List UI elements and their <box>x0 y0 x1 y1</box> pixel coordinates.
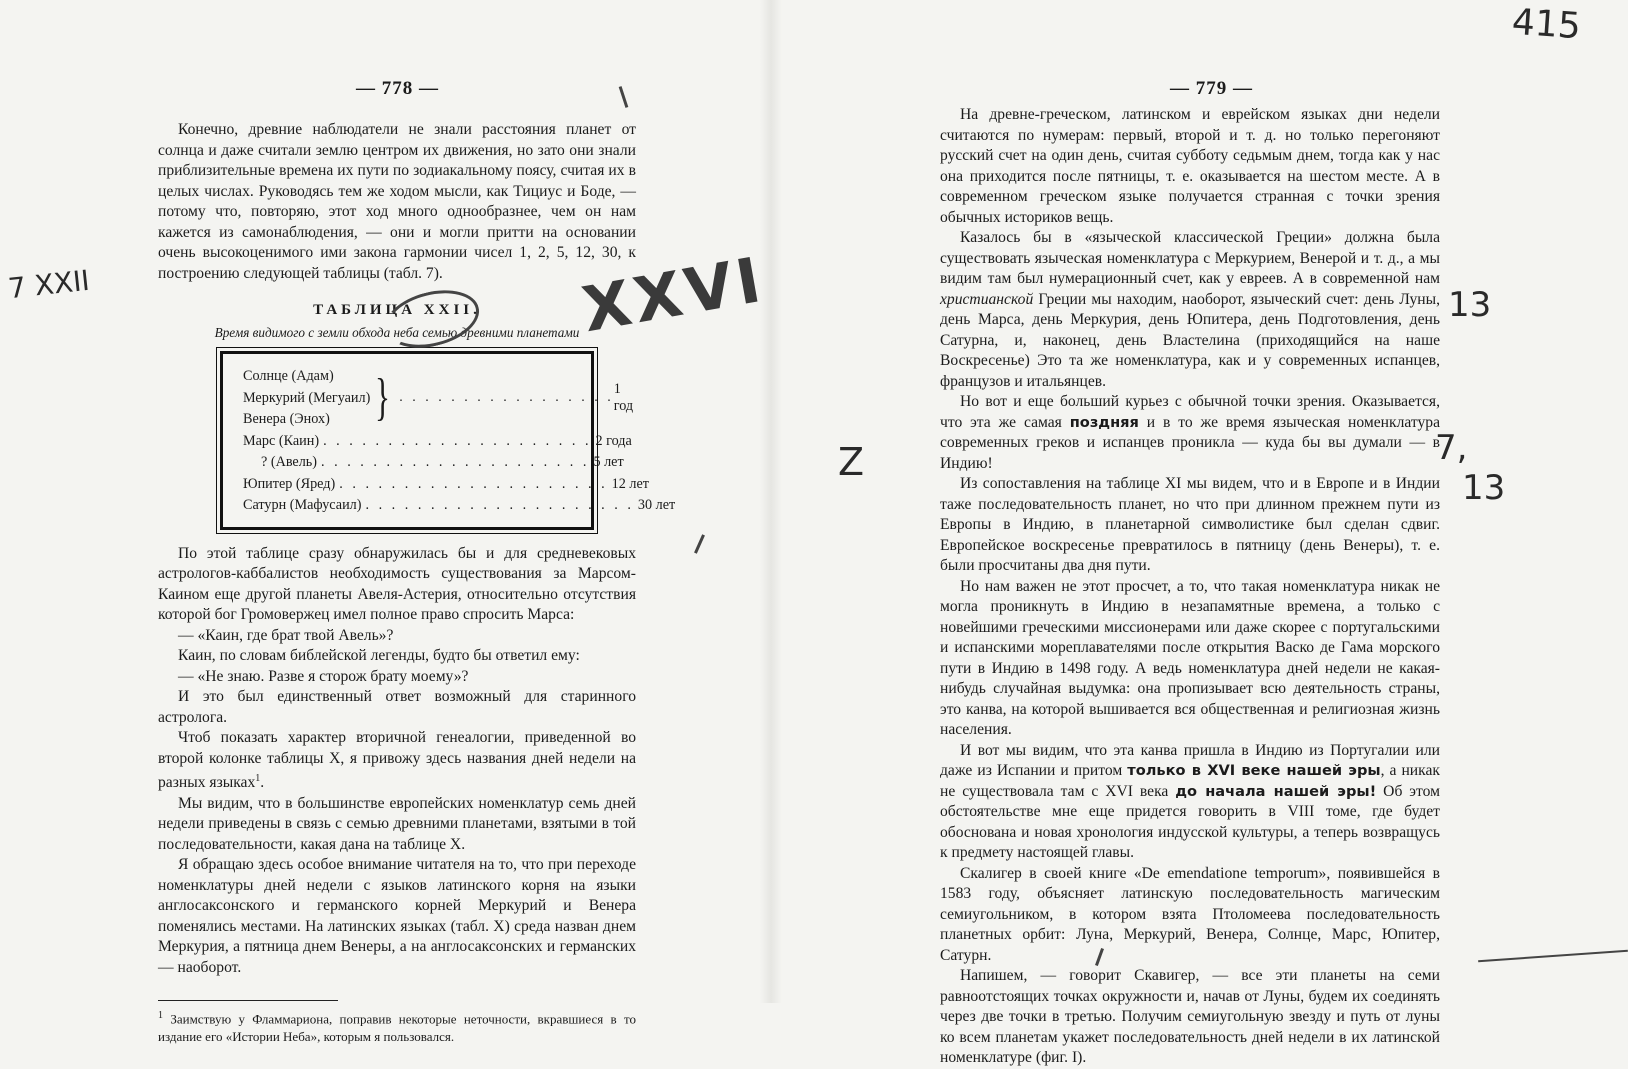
table-row <box>243 452 624 474</box>
page-number-778: — 778 — <box>356 78 439 99</box>
brace-glyph: } <box>375 369 391 427</box>
table-cell-name: Венера (Энох) <box>243 411 330 427</box>
leader-dots: . . . . . . . . . . . . . . . . . . . . . <box>339 475 608 492</box>
table-cell-value: 5 лет <box>593 454 624 470</box>
table-cell-name: Солнце (Адам) <box>243 368 334 384</box>
table-cell-value: 30 лет <box>637 497 676 513</box>
paragraph-text: Казалось бы в «языческой классической Греции» должна была существовать языческая номенклатура с Меркурием, Венерой и т. д., а мы видим там был нумерационный счет, как у евреев. А в современной нам <box>940 229 1440 287</box>
paragraph: Напишем, — говорит Скавигер, — все эти планеты на семи равноотстоящих точках окружности и, начав от Луны, будем их соединять через две точки в третью. Получим семиугольную звезду и путь от луны ко всем планетам укажет последовательность дней недели в их латинской номенклатуре (фиг. I). <box>940 967 1440 1066</box>
right-text-column <box>940 105 1440 1069</box>
handwritten-margin-note: 13 <box>1462 468 1506 508</box>
paragraph <box>158 728 636 794</box>
table-cell-name: Меркурий (Мегуаил) <box>243 389 371 406</box>
leader-dots: . . . . . . . . . . . . . . . . . . . . . <box>365 497 634 513</box>
table-group-names <box>243 366 370 431</box>
paragraph-text: И вот мы видим, что эта канва пришла в Индию из Португалии или даже из Испании и притом <box>940 741 1440 779</box>
footnote-text: Заимствую у Фламмариона, поправив некоторые неточности, вкравшиеся в то издание его «Истории Неба», которым я пользовался. <box>158 1011 636 1044</box>
table-cell-value: 12 лет <box>611 475 649 492</box>
table-cell-name: ? (Авель) <box>261 454 318 470</box>
paragraph-italic: христианской <box>940 290 1034 308</box>
paragraph: Но нам важен не этот просчет, а то, что такая номенклатура никак не могла проникнуть в Индию в незапамятные времена, а только с новейшими греческими миссионерами или даже скорее с португальскими и испанскими мореплавателями после открытия Васко де Гама морского пути в Индию в 1498 году. А ведь номенклатура дней недели не какая-нибудь случайная выдумка: она пропизывает всю деятельность страны, это канва, на которой вышивается вся общественная и религиозная жизнь населения. <box>940 577 1440 738</box>
paragraph: Мы видим, что в большинстве европейских номенклатур семь дней недели приведены в связь с семью древними планетами, взятыми в той последовательности, какая дана на таблице X. <box>158 794 636 853</box>
paragraph: Скалигер в своей книге «De emendatione temporum», появившейся в 1583 году, объясняет латинскую последовательность магическим семиугольником, в котором взята Птоломеева последовательность планетных орбит: Луна, Меркурий, Венера, Солнце, Марс, Юпитер, Сатурн. <box>940 864 1440 964</box>
paragraph-text: Но вот и еще больший курьез с обычной точки зрения. Оказывается, что эта же самая <box>940 393 1440 431</box>
footnote-mark: 1 <box>158 1010 163 1022</box>
table-group-row <box>243 366 634 431</box>
table-title: ТАБЛИЦА XXII. <box>313 302 481 318</box>
handwritten-margin-note: Z <box>838 440 865 484</box>
paragraph-text: Греции мы находим, наоборот, языческий счет: день Луны, день Марса, день Меркурия, день Юпитера, день Подготовления, день Сатурна, и, наконец, день Властелина (приходящийся на наше Воскресенье) Это та же номенклатура, как и у современных испанцев, французов и итальянцев. <box>940 290 1440 390</box>
table-cell-value: 1 год <box>613 381 634 415</box>
paragraph-text: Об этом обстоятельстве мне еще придется говорить в VIII томе, где будет обоснована и новая хронология индусской культуры, а теперь возвращусь к предмету настоящей главы. <box>940 782 1440 861</box>
paragraph: По этой таблице сразу обнаружилась бы и для средневековых астрологов-каббалистов необходимость существования за Марсом-Каином еще другой планеты Авеля-Астерия, относительно отсутствия которой бог Громовержец имел полное право спросить Марса: <box>158 544 636 623</box>
paragraph: На древне-греческом, латинском и еврейском языках дни недели считаются по нумерам: первый, второй и т. д. но только перегоняют русский счет на один день, считая субботу седьмым днем, тогда как у нас она приходится после пятницы, т. е. оказывается на шестом месте. А в современном греческом языке получается странная с точки зрения обычных историков вещь. <box>940 106 1440 226</box>
table-row <box>243 495 676 517</box>
paragraph-text: . <box>260 774 265 792</box>
handwritten-corner-number: 415 <box>1510 1 1583 48</box>
paragraph: Из сопоставления на таблице XI мы видем, что и в Европе и в Индии таже последовательность планет, но что при длинном прежнем пути из Европы в Индию, в планетарной символистике был сделан сдвиг. Европейское воскресенье превратилось в пятницу (день Венеры), т. е. были просчитаны два дня пути. <box>940 475 1440 574</box>
footnote-ref: 1 <box>255 773 261 784</box>
page-number-779: — 779 — <box>1170 78 1253 99</box>
handwritten-roman-numeral: XXVI <box>577 242 770 347</box>
paragraph: Конечно, древние наблюдатели не знали расстояния планет от солнца и даже считали землю центром их движения, но зато они знали приблизительные времена их пути по зодиакальному поясу, считая их в целых числах. Руководясь тем же ходом мысли, как Тициус и Боде, — потому что, повторяю, этот ход много однообразнее, чем он нам кажется из самонаблюдения, — они и могли притти на основании очень высокоценимого ими закона гармонии чисел 1, 2, 5, 12, 30, к построению следующей таблицы (табл. 7). <box>158 121 636 282</box>
paragraph-bold: только в XVI веке нашей эры <box>1127 762 1381 779</box>
handwritten-margin-note: 13 <box>1448 285 1492 325</box>
paragraph: Каин, по словам библейской легенды, будто бы ответил ему: <box>178 647 580 664</box>
table-row <box>243 474 649 496</box>
table-cell-name: Юпитер (Яред) <box>243 475 336 492</box>
table-subtitle: Время видимого с земли обхода неба семью древними планетами <box>214 325 580 340</box>
table-cell-value: 2 года <box>595 432 632 449</box>
table-cell-name: Марс (Каин) <box>243 432 320 449</box>
paragraph <box>940 228 1440 392</box>
paragraph-bold: поздняя <box>1069 413 1139 431</box>
quote-line: — «Каин, где брат твой Авель»? <box>178 626 394 644</box>
footnote <box>158 1007 636 1044</box>
paragraph-bold: до начала нашей эры! <box>1175 782 1377 800</box>
leader-dots: . . . . . . . . . . . . . . . . . . . . . <box>321 454 590 470</box>
paragraph <box>940 741 1440 864</box>
handwritten-margin-note: 7 XXII <box>6 263 92 306</box>
quote-line: — «Не знаю. Разве я сторож брату моему»? <box>178 667 469 685</box>
paragraph-text: и в то же время языческая номенклатура современных греков и испанцев проникла — куда бы вы думали — в Индию! <box>940 413 1441 472</box>
spacer <box>158 530 636 544</box>
paragraph: Я обращаю здесь особое внимание читателя на то, что при переходе номенклатуры дней недели с языков латинского корня на языки англосаксонского и германского корней Меркурий и Венера поменялись местами. На латинских языках (табл. X) среда назван днем Меркурия, а пятница днем Венеры, а на англосаксонских и германских — наоборот. <box>158 856 636 976</box>
footnote-rule <box>158 1000 338 1001</box>
handwritten-margin-note: 7, <box>1435 428 1468 468</box>
paragraph-text: , а никак не существовала там с XVI века <box>940 762 1440 800</box>
table-cell-name: Сатурн (Мафусаил) <box>243 497 362 513</box>
paragraph: И это был единственный ответ возможный для старинного астролога. <box>158 688 636 726</box>
left-page <box>0 0 800 1044</box>
planet-table <box>220 351 676 530</box>
leader-dots: . . . . . . . . . . . . . . . . . . . . . <box>323 432 592 449</box>
paragraph-text: Чтоб показать характер вторичной генеалогии, приведенной во второй колонке таблицы X, я привожу здесь названия дней недели на разных языках <box>158 729 636 792</box>
book-gutter <box>760 0 782 1003</box>
table-row <box>243 431 632 453</box>
leader-dots: . . . . . . . . . . . . . . . . . <box>399 390 614 406</box>
paragraph <box>940 392 1440 474</box>
